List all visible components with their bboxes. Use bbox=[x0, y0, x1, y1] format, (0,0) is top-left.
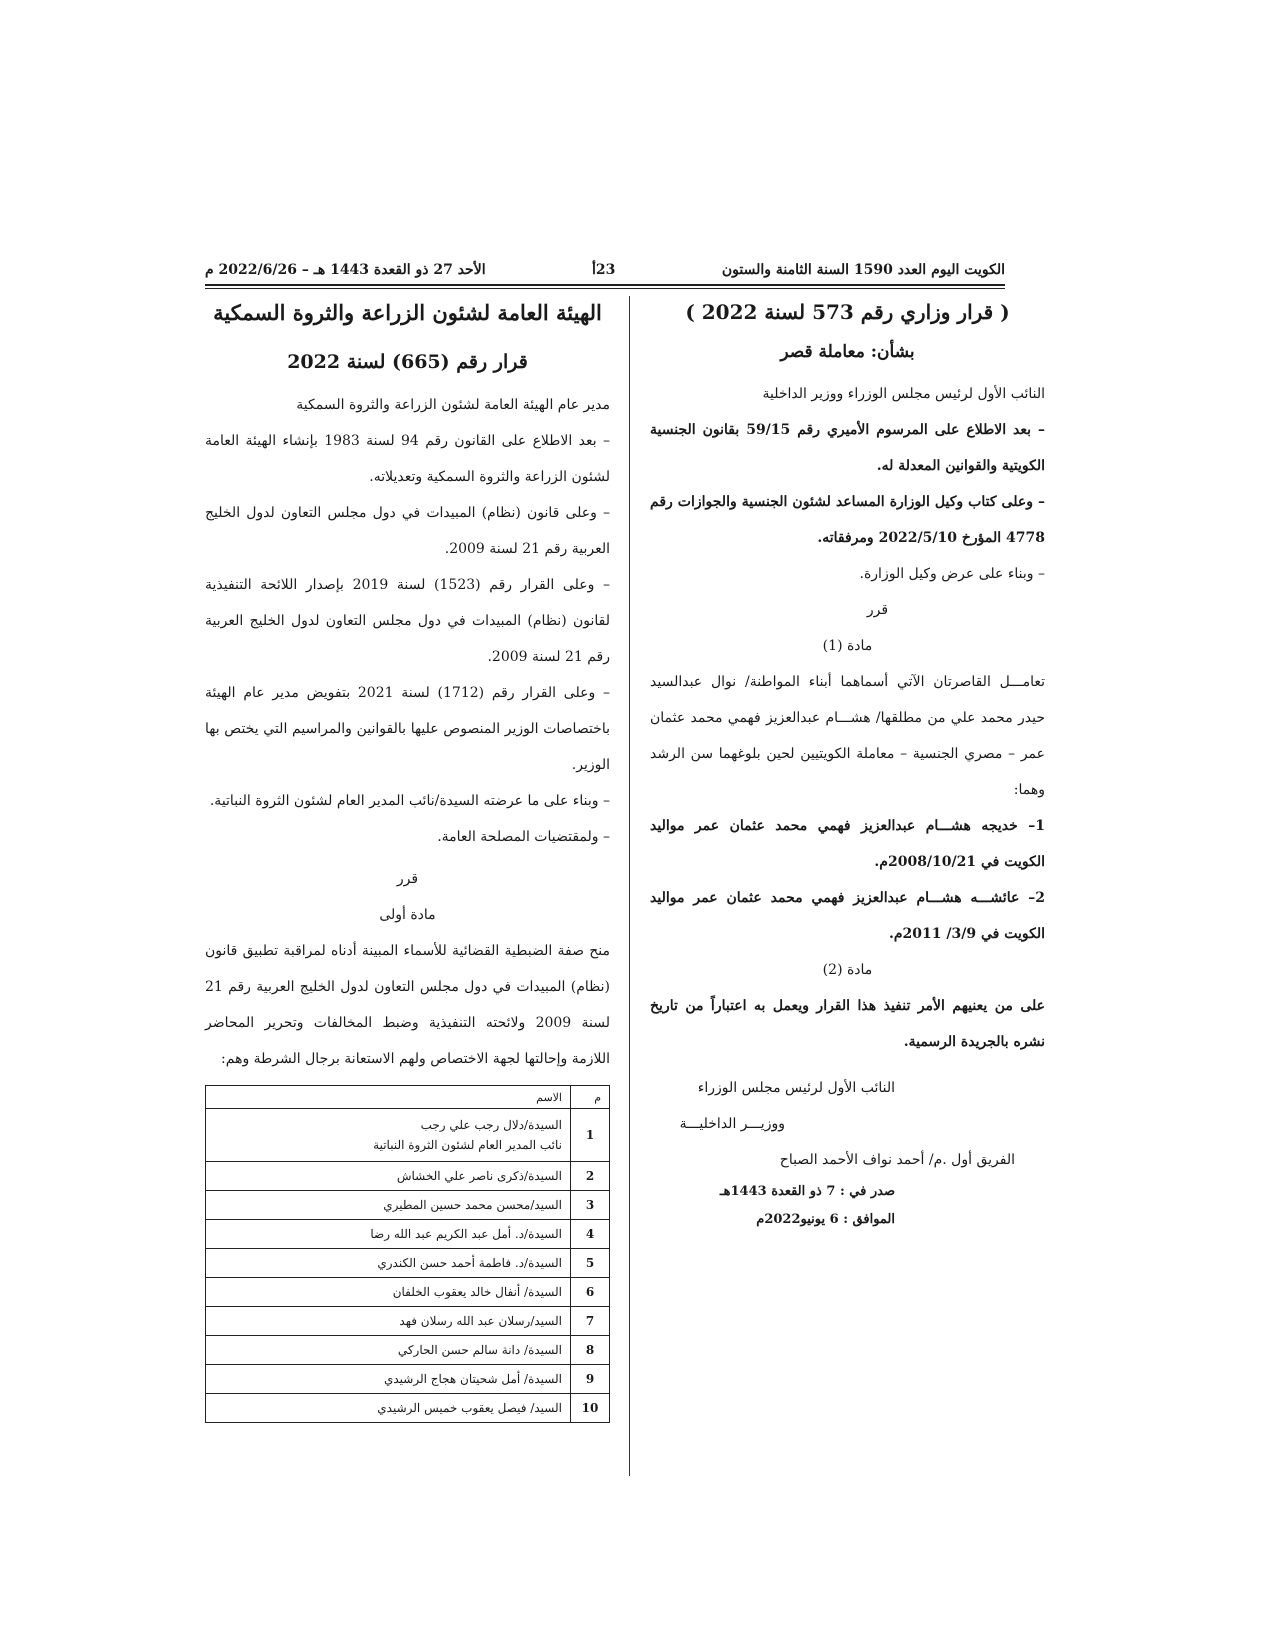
table-row bbox=[206, 1365, 610, 1394]
authority-preamble bbox=[205, 387, 610, 855]
article-1-text: تعامـــل القاصرتان الآتي أسماهما أبناء المواطنة/ نوال عبدالسيد حيدر محمد علي من مطلقها/ هشـــام عبدالعزيز فهمي محمد عثمان عمر – مصري الجنسية – معاملة الكويتيين لحين بلوغهما سن الرشد وهما: bbox=[650, 674, 1045, 798]
ministerial-decision-column bbox=[650, 300, 1045, 1234]
page-number: 23أ bbox=[592, 262, 616, 278]
corresponding-date: الموافق : 6 يونيو2022م bbox=[756, 1212, 895, 1227]
officer-name: السيدة/د. فاطمة أحمد حسن الكندري bbox=[377, 1256, 562, 1270]
authority-decision-column bbox=[205, 300, 610, 1423]
row-name-cell bbox=[206, 1109, 571, 1162]
officer-title: نائب المدير العام لشئون الثروة النباتية bbox=[373, 1138, 562, 1152]
table-row bbox=[206, 1278, 610, 1307]
officer-name: السيدة/ أنفال خالد يعقوب الخلفان bbox=[392, 1285, 562, 1299]
column-divider bbox=[629, 296, 630, 1476]
officer-name: السيد/رسلان عبد الله رسلان فهد bbox=[399, 1314, 562, 1328]
preamble-line: – وعلى قانون (نظام) المبيدات في دول مجلس التعاون لدول الخليج العربية رقم 21 لسنة 2009. bbox=[205, 505, 610, 557]
preamble-line: – وعلى القرار رقم (1712) لسنة 2021 بتفويض مدير عام الهيئة باختصاصات الوزير المنصوص عليها بالقوانين والمراسيم التي يختص بها الوزير. bbox=[205, 685, 610, 773]
minor-1: 1– خديجه هشـــام عبدالعزيز فهمي محمد عثمان عمر مواليد الكويت في 2008/10/21م. bbox=[650, 818, 1045, 870]
preamble-line: – بعد الاطلاع على القانون رقم 94 لسنة 1983 بإنشاء الهيئة العامة لشئون الزراعة والثروة السمكية وتعديلاته. bbox=[205, 433, 610, 485]
row-name-cell bbox=[206, 1162, 571, 1191]
table-header-num: م bbox=[571, 1086, 610, 1109]
row-name-cell bbox=[206, 1249, 571, 1278]
table-row bbox=[206, 1394, 610, 1423]
article-2-heading: مادة (2) bbox=[822, 962, 873, 978]
preamble-line: – وبناء على ما عرضته السيدة/نائب المدير العام لشئون الثروة النباتية. bbox=[209, 793, 610, 809]
decided-label: قرر bbox=[866, 602, 889, 618]
row-name-cell bbox=[206, 1394, 571, 1423]
table-header-name: الاسم bbox=[206, 1086, 571, 1109]
signature-line-2: ووزيـــر الداخليـــة bbox=[679, 1116, 785, 1132]
officer-name: السيدة/ دانة سالم حسن الحاركي bbox=[397, 1343, 562, 1357]
signature-block bbox=[650, 1070, 1045, 1178]
row-number: 8 bbox=[571, 1336, 610, 1365]
decision-preamble bbox=[650, 376, 1045, 592]
table-row bbox=[206, 1109, 610, 1162]
table-row bbox=[206, 1162, 610, 1191]
gazette-date: الأحد 27 ذو القعدة 1443 هـ – 2022/6/26 م bbox=[205, 262, 486, 278]
gazette-header bbox=[205, 258, 1005, 282]
authority-name: الهيئة العامة لشئون الزراعة والثروة السمكية bbox=[213, 300, 602, 325]
preamble-line: – وعلى كتاب وكيل الوزارة المساعد لشئون الجنسية والجوازات رقم 4778 المؤرخ 2022/5/10 ومرفقاته. bbox=[650, 494, 1045, 546]
preamble-line: – وبناء على عرض وكيل الوزارة. bbox=[859, 566, 1045, 582]
officer-name: السيدة/ذكرى ناصر علي الخشاش bbox=[396, 1169, 562, 1183]
row-number: 5 bbox=[571, 1249, 610, 1278]
gazette-issue-info: الكويت اليوم العدد 1590 السنة الثامنة والستون bbox=[721, 262, 1005, 278]
officer-name: السيدة/دلال رجب علي رجب bbox=[420, 1118, 562, 1132]
decision-subject: بشأن: معاملة قصر bbox=[780, 342, 915, 362]
article-1-heading: مادة (1) bbox=[822, 638, 873, 654]
table-row bbox=[206, 1249, 610, 1278]
authority-decision-title: قرار رقم (665) لسنة 2022 bbox=[287, 351, 528, 373]
officers-table bbox=[205, 1085, 610, 1423]
decision-title: ( قرار وزاري رقم 573 لسنة 2022 ) bbox=[685, 300, 1010, 324]
preamble-line: – ولمقتضيات المصلحة العامة. bbox=[437, 829, 610, 845]
article-2-text: على من يعنيهم الأمر تنفيذ هذا القرار ويعمل به اعتباراً من تاريخ نشره بالجريدة الرسمية. bbox=[650, 998, 1045, 1050]
row-name-cell bbox=[206, 1220, 571, 1249]
first-article-heading: مادة أولى bbox=[379, 907, 436, 923]
preamble-line: مدير عام الهيئة العامة لشئون الزراعة والثروة السمكية bbox=[296, 397, 610, 413]
preamble-line: – وعلى القرار رقم (1523) لسنة 2019 بإصدار اللائحة التنفيذية لقانون (نظام) المبيدات في دول مجلس التعاون لدول الخليج العربية رقم 21 لسنة 2009. bbox=[205, 577, 610, 665]
row-number: 2 bbox=[571, 1162, 610, 1191]
authority-decided-label: قرر bbox=[396, 871, 419, 887]
officer-name: السيدة/د. أمل عبد الكريم عبد الله رضا bbox=[370, 1227, 562, 1241]
row-number: 9 bbox=[571, 1365, 610, 1394]
officer-name: السيد/محسن محمد حسين المطيري bbox=[383, 1198, 562, 1212]
table-row bbox=[206, 1336, 610, 1365]
row-number: 7 bbox=[571, 1307, 610, 1336]
row-number: 10 bbox=[571, 1394, 610, 1423]
officer-name: السيد/ فيصل يعقوب خميس الرشيدي bbox=[377, 1401, 562, 1415]
row-number: 6 bbox=[571, 1278, 610, 1307]
table-row bbox=[206, 1220, 610, 1249]
minor-2: 2– عائشـــه هشـــام عبدالعزيز فهمي محمد عثمان عمر مواليد الكويت في 3/9/ 2011م. bbox=[650, 890, 1045, 942]
table-row bbox=[206, 1191, 610, 1220]
row-name-cell bbox=[206, 1278, 571, 1307]
row-name-cell bbox=[206, 1191, 571, 1220]
row-number: 3 bbox=[571, 1191, 610, 1220]
issued-date: صدر في : 7 ذو القعدة 1443هـ bbox=[719, 1184, 895, 1199]
signature-line-1: النائب الأول لرئيس مجلس الوزراء bbox=[697, 1080, 895, 1096]
row-name-cell bbox=[206, 1365, 571, 1394]
row-number: 1 bbox=[571, 1109, 610, 1162]
officer-name: السيدة/ أمل شحيتان هجاج الرشيدي bbox=[383, 1372, 562, 1386]
preamble-line: – بعد الاطلاع على المرسوم الأميري رقم 59/15 بقانون الجنسية الكويتية والقوانين المعدلة له. bbox=[650, 422, 1045, 474]
table-row bbox=[206, 1307, 610, 1336]
first-article-text: منح صفة الضبطية القضائية للأسماء المبينة أدناه لمراقبة تطبيق قانون (نظام) المبيدات في دول مجلس التعاون لدول الخليج العربية رقم 21 لسنة 2009 ولائحته التنفيذية وضبط المخالفات وتحرير المحاضر اللازمة وإحالتها لجهة الاختصاص ولهم الاستعانة برجال الشرطة وهم: bbox=[205, 943, 611, 1067]
header-rule-thin bbox=[205, 288, 1005, 289]
preamble-line: النائب الأول لرئيس مجلس الوزراء ووزير الداخلية bbox=[762, 386, 1045, 402]
row-name-cell bbox=[206, 1307, 571, 1336]
signature-name: الفريق أول .م/ أحمد نواف الأحمد الصباح bbox=[779, 1152, 1015, 1168]
row-name-cell bbox=[206, 1336, 571, 1365]
officers-table-body bbox=[206, 1109, 610, 1423]
header-rule bbox=[205, 284, 1005, 286]
row-number: 4 bbox=[571, 1220, 610, 1249]
